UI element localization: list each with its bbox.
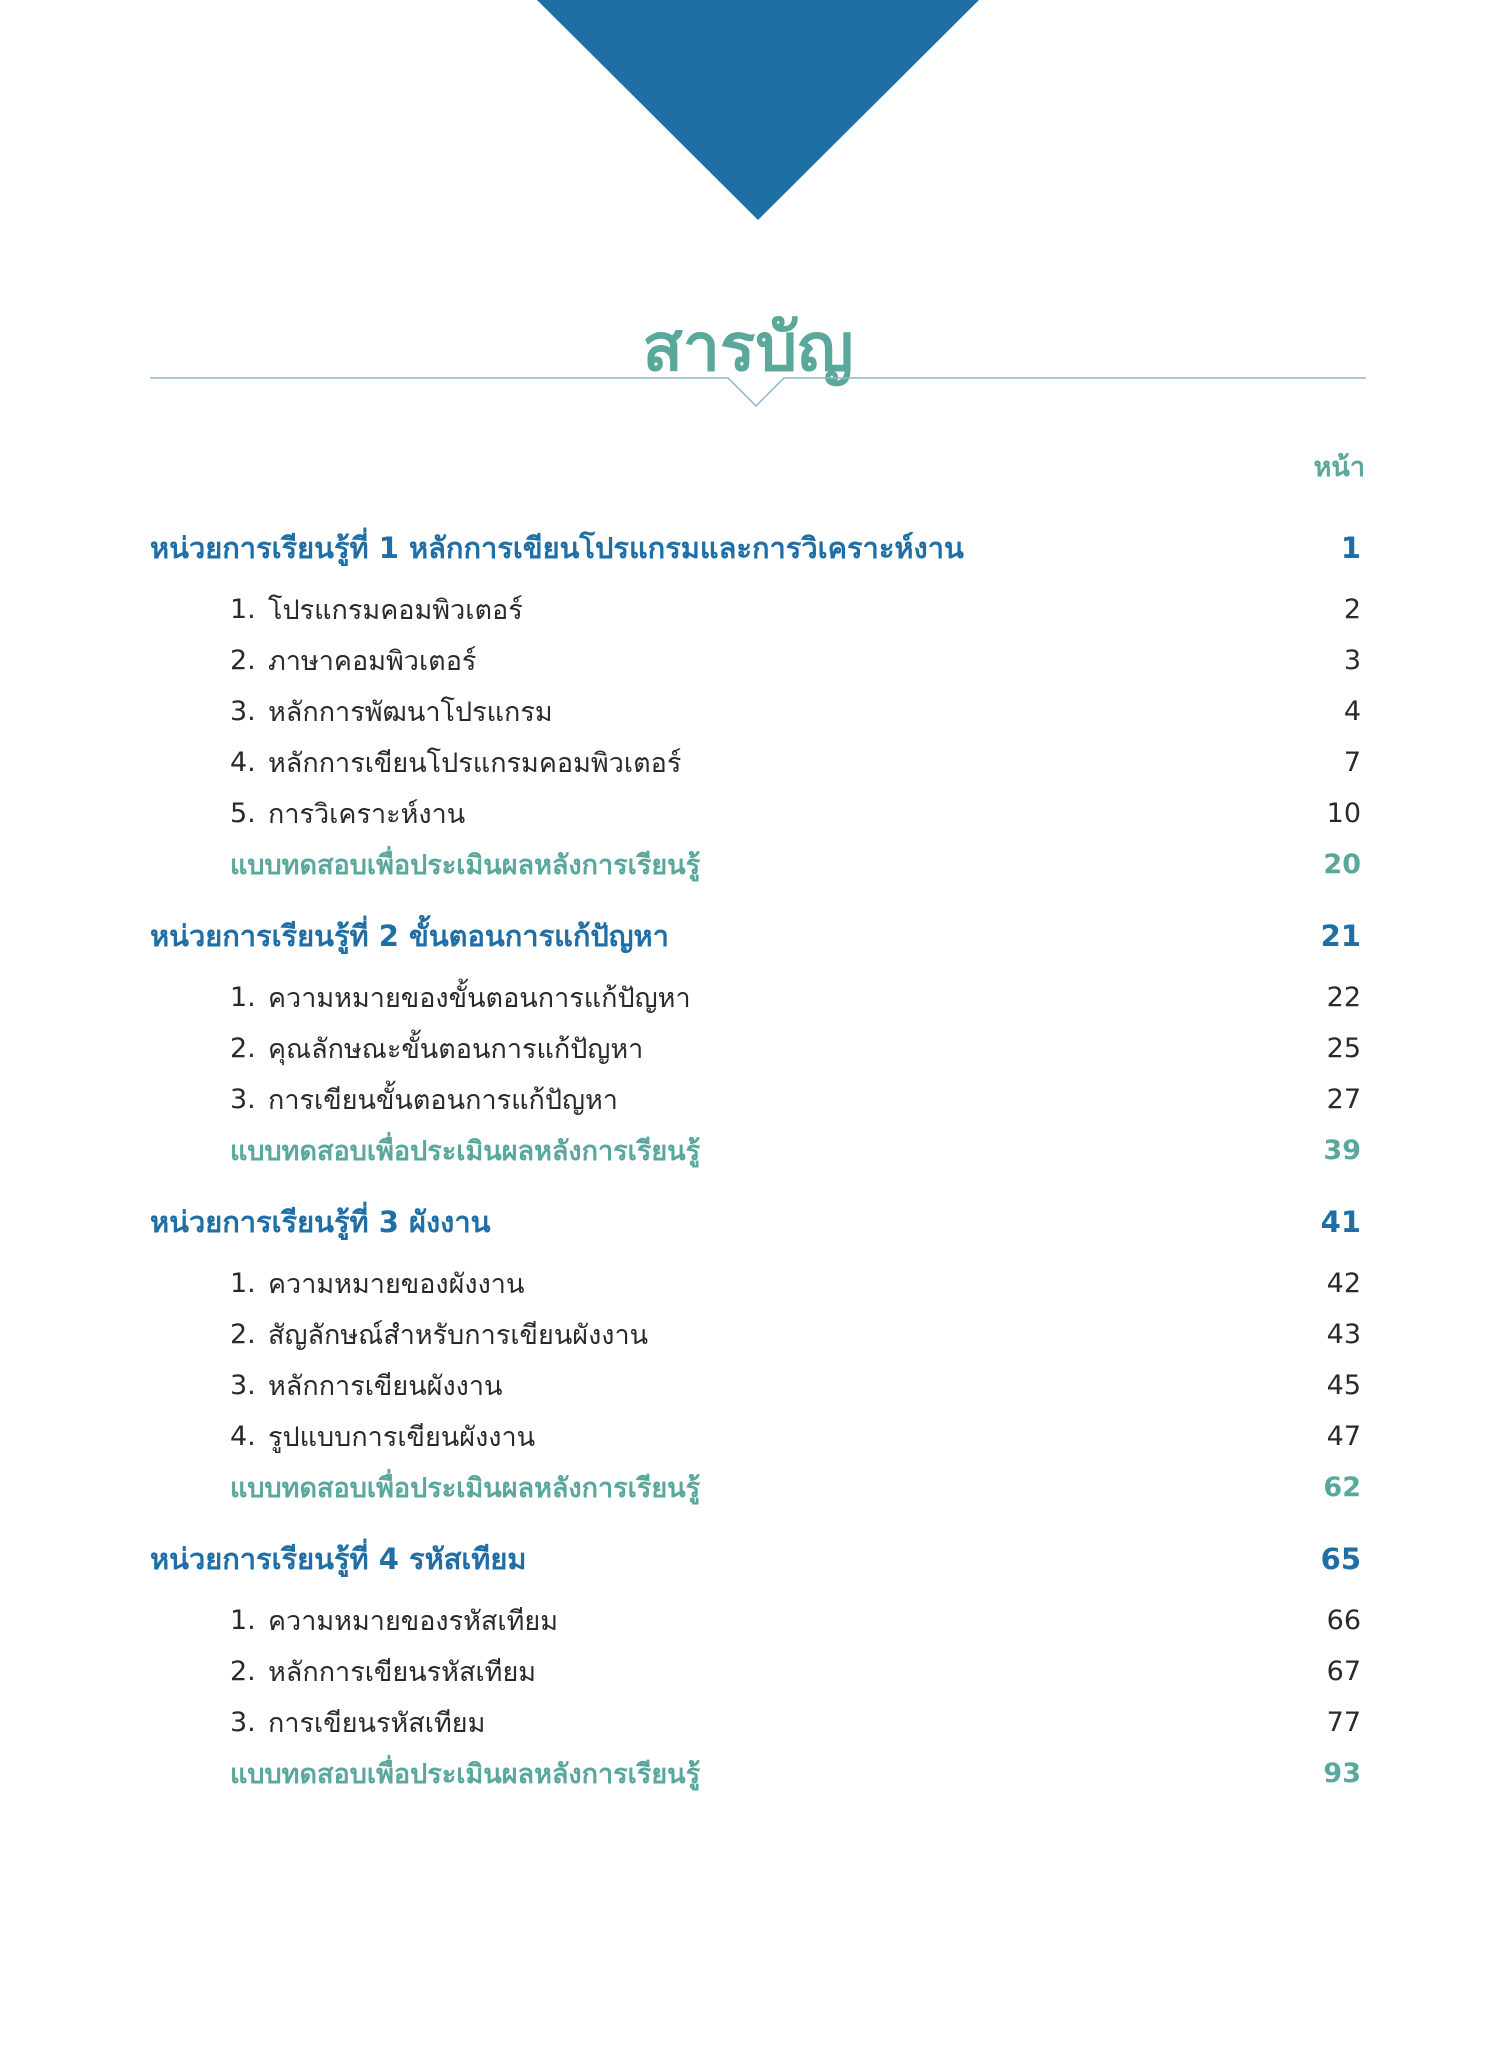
unit-page-number: 41: [1320, 1205, 1361, 1239]
toc-item-label: ความหมายของรหัสเทียม: [268, 1606, 559, 1637]
toc-test-item[interactable]: [150, 1125, 1365, 1176]
toc-item[interactable]: [150, 1646, 1365, 1697]
toc-item-number: 3.: [230, 1084, 256, 1115]
test-page-number: 93: [1323, 1758, 1361, 1789]
unit-topic-list: [150, 1595, 1365, 1799]
unit-title: หน่วยการเรียนรู้ที่ 1 หลักการเขียนโปรแกรมและการวิเคราะห์งาน: [150, 531, 964, 565]
unit-page-number: 21: [1320, 919, 1361, 953]
toc-item-page-number: 2: [1343, 594, 1361, 625]
toc-item-text: [230, 1364, 502, 1407]
toc-item-label: หลักการเขียนรหัสเทียม: [268, 1657, 537, 1688]
toc-item-page-number: 77: [1326, 1707, 1361, 1738]
toc-item-page-number: 3: [1343, 645, 1361, 676]
unit-title: หน่วยการเรียนรู้ที่ 3 ผังงาน: [150, 1205, 491, 1239]
toc-test-item[interactable]: [150, 1748, 1365, 1799]
unit-title: หน่วยการเรียนรู้ที่ 2 ขั้นตอนการแก้ปัญหา: [150, 919, 669, 953]
toc-item-text: [230, 1313, 648, 1356]
unit-heading-row[interactable]: [150, 908, 1365, 964]
toc-item-number: 1.: [230, 1268, 256, 1299]
toc-item-label: หลักการเขียนโปรแกรมคอมพิวเตอร์: [268, 748, 682, 779]
test-page-number: 62: [1323, 1472, 1361, 1503]
toc-item-text: [230, 1262, 524, 1305]
toc-unit: [150, 520, 1365, 890]
toc-item[interactable]: [150, 1697, 1365, 1748]
toc-item[interactable]: [150, 584, 1365, 635]
toc-item-page-number: 43: [1326, 1319, 1361, 1350]
toc-item[interactable]: [150, 1595, 1365, 1646]
toc-item-number: 3.: [230, 696, 256, 727]
toc-item-number: 2.: [230, 1656, 256, 1687]
toc-item-label: สัญลักษณ์สำหรับการเขียนผังงาน: [268, 1320, 649, 1351]
toc-item-text: [230, 1078, 618, 1121]
toc-item[interactable]: [150, 1074, 1365, 1125]
toc-item-label: การเขียนรหัสเทียม: [268, 1708, 486, 1739]
toc-item-label: ความหมายของขั้นตอนการแก้ปัญหา: [268, 983, 691, 1014]
toc-item-text: [230, 1650, 536, 1693]
toc-item[interactable]: [150, 635, 1365, 686]
toc-item-text: [230, 976, 691, 1019]
unit-page-number: 1: [1340, 531, 1361, 565]
toc-item-text: [230, 588, 523, 631]
toc-item-number: 5.: [230, 798, 256, 829]
unit-heading-row[interactable]: [150, 520, 1365, 576]
toc-item-text: [230, 792, 465, 835]
toc-item-label: โปรแกรมคอมพิวเตอร์: [268, 595, 523, 626]
toc-item-text: [230, 639, 476, 682]
toc-item-page-number: 66: [1326, 1605, 1361, 1636]
toc-item-number: 1.: [230, 594, 256, 625]
toc-item-page-number: 4: [1343, 696, 1361, 727]
toc-item[interactable]: [150, 1023, 1365, 1074]
toc-item-page-number: 45: [1326, 1370, 1361, 1401]
toc-item-label: รูปแบบการเขียนผังงาน: [268, 1422, 536, 1453]
toc-unit: [150, 1531, 1365, 1799]
unit-heading-row[interactable]: [150, 1194, 1365, 1250]
toc-item-number: 4.: [230, 1421, 256, 1452]
toc-test-item[interactable]: [150, 1462, 1365, 1513]
toc-unit: [150, 908, 1365, 1176]
test-page-number: 39: [1323, 1135, 1361, 1166]
toc-item-text: [230, 1701, 485, 1744]
toc-item[interactable]: [150, 1360, 1365, 1411]
toc-item[interactable]: [150, 972, 1365, 1023]
toc-item-label: การเขียนขั้นตอนการแก้ปัญหา: [268, 1085, 618, 1116]
toc-item-number: 2.: [230, 645, 256, 676]
toc-item[interactable]: [150, 1258, 1365, 1309]
toc-item-number: 1.: [230, 1605, 256, 1636]
toc-item-label: ความหมายของผังงาน: [268, 1269, 525, 1300]
toc-item-number: 3.: [230, 1707, 256, 1738]
test-page-number: 20: [1323, 849, 1361, 880]
toc-item-page-number: 42: [1326, 1268, 1361, 1299]
toc-item-page-number: 22: [1326, 982, 1361, 1013]
toc-item-page-number: 67: [1326, 1656, 1361, 1687]
unit-heading-row[interactable]: [150, 1531, 1365, 1587]
unit-title: หน่วยการเรียนรู้ที่ 4 รหัสเทียม: [150, 1542, 527, 1576]
toc-item-label: การวิเคราะห์งาน: [268, 799, 466, 830]
toc-item-label: หลักการพัฒนาโปรแกรม: [268, 697, 553, 728]
unit-page-number: 65: [1320, 1542, 1361, 1576]
toc-item[interactable]: [150, 788, 1365, 839]
toc-test-item[interactable]: [150, 839, 1365, 890]
table-of-contents: [150, 520, 1365, 1817]
toc-item[interactable]: [150, 1411, 1365, 1462]
toc-item-number: 2.: [230, 1033, 256, 1064]
test-label: แบบทดสอบเพื่อประเมินผลหลังการเรียนรู้: [230, 1136, 701, 1167]
toc-item-text: [230, 1027, 643, 1070]
toc-item-page-number: 27: [1326, 1084, 1361, 1115]
toc-item-number: 3.: [230, 1370, 256, 1401]
toc-item-label: ภาษาคอมพิวเตอร์: [268, 646, 477, 677]
toc-item[interactable]: [150, 686, 1365, 737]
toc-item-page-number: 7: [1343, 747, 1361, 778]
toc-item-text: [230, 1599, 558, 1642]
toc-item-label: คุณลักษณะขั้นตอนการแก้ปัญหา: [268, 1034, 644, 1065]
unit-topic-list: [150, 1258, 1365, 1513]
unit-topic-list: [150, 584, 1365, 890]
toc-item-number: 2.: [230, 1319, 256, 1350]
title-divider: [150, 372, 1366, 412]
test-label: แบบทดสอบเพื่อประเมินผลหลังการเรียนรู้: [230, 1759, 701, 1790]
toc-item-page-number: 10: [1326, 798, 1361, 829]
toc-unit: [150, 1194, 1365, 1513]
toc-item[interactable]: [150, 1309, 1365, 1360]
toc-item-text: [230, 1415, 535, 1458]
divider-line: [150, 378, 1366, 406]
toc-item-number: 1.: [230, 982, 256, 1013]
toc-item-page-number: 47: [1326, 1421, 1361, 1452]
toc-item-page-number: 25: [1326, 1033, 1361, 1064]
page-title: สารบัญ: [642, 309, 854, 387]
page-column-label: หน้า: [1313, 452, 1365, 483]
unit-topic-list: [150, 972, 1365, 1176]
toc-item-text: [230, 741, 681, 784]
test-label: แบบทดสอบเพื่อประเมินผลหลังการเรียนรู้: [230, 1473, 701, 1504]
toc-item-text: [230, 690, 553, 733]
toc-item[interactable]: [150, 737, 1365, 788]
test-label: แบบทดสอบเพื่อประเมินผลหลังการเรียนรู้: [230, 850, 701, 881]
header-triangle-decoration: [537, 0, 979, 220]
toc-item-label: หลักการเขียนผังงาน: [268, 1371, 503, 1402]
toc-item-number: 4.: [230, 747, 256, 778]
